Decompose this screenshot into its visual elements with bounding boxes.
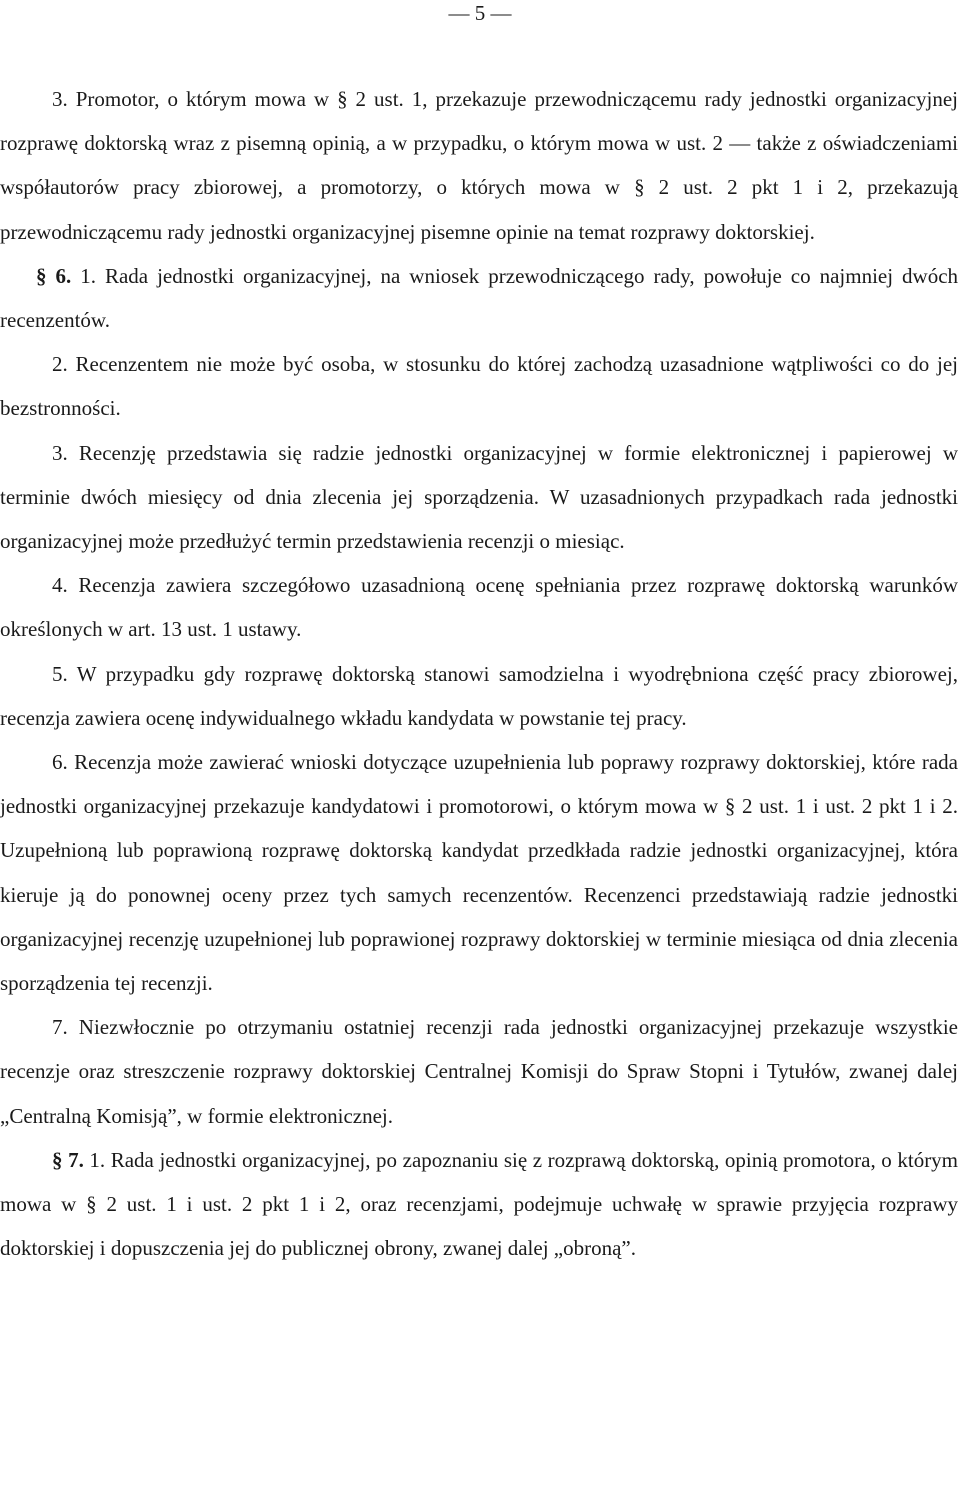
paragraph-number: 5. xyxy=(52,661,68,686)
paragraph-6-2 xyxy=(0,342,958,430)
paragraph-6-5 xyxy=(0,652,958,740)
section-7-paragraph-1 xyxy=(0,1138,958,1271)
paragraph-text: Rada jednostki organizacyjnej, po zapoznaniu się z rozprawą doktorską, opinią promotora, o którym mowa w § 2 ust. 1 i ust. 2 pkt 1 i 2, oraz recenzjami, podejmuje uchwałę w sprawie przyjęcia rozprawy doktorskiej i dopuszczenia jej do publicznej obrony, zwanej dalej „obroną”. xyxy=(0,1147,959,1261)
paragraph-number: 1. xyxy=(89,1147,106,1172)
paragraph-text: Recenzję przedstawia się radzie jednostki organizacyjnej w formie elektronicznej i papierowej w terminie dwóch miesięcy od dnia zlecenia jej sporządzenia. W uzasadnionych przypadkach rada jednostki organizacyjnej może przedłużyć termin przedstawienia recenzji o miesiąc. xyxy=(0,440,958,554)
document-body xyxy=(0,77,958,1270)
paragraph-text: W przypadku gdy rozprawę doktorską stanowi samodzielna i wyodrębniona część pracy zbiorowej, recenzja zawiera ocenę indywidualnego wkładu kandydata w powstanie tej pracy. xyxy=(0,661,958,730)
paragraph-text: Recenzja zawiera szczegółowo uzasadnioną ocenę spełniania przez rozprawę doktorską warunków określonych w art. 13 ust. 1 ustawy. xyxy=(0,573,959,642)
paragraph-number: 2. xyxy=(52,352,68,377)
paragraph-number: 3. xyxy=(52,440,68,465)
paragraph-text: Recenzentem nie może być osoba, w stosunku do której zachodzą uzasadnione wątpliwości co do jej bezstronności. xyxy=(0,352,959,421)
section-label: § 7. xyxy=(52,1147,84,1172)
paragraph-number: 4. xyxy=(52,573,68,598)
paragraph-text: Niezwłocznie po otrzymaniu ostatniej recenzji rada jednostki organizacyjnej przekazuje wszystkie recenzje oraz streszczenie rozprawy doktorskiej Centralnej Komisji do Spraw Stopni i Tytułów, zwanej dalej „Centralną Komisją”, w formie elektronicznej. xyxy=(0,1015,958,1128)
paragraph-text: Promotor, o którym mowa w § 2 ust. 1, przekazuje przewodniczącemu rady jednostki organizacyjnej rozprawę doktorską wraz z pisemną opinią, a w przypadku, o którym mowa w ust. 2 — także z oświadczeniami współautorów pracy zbiorowej, a promotorzy, o których mowa w § 2 ust. 2 pkt 1 i 2, przekazują przewodniczącemu rady jednostki organizacyjnej pisemne opinie na temat rozprawy doktorskiej. xyxy=(0,87,959,244)
paragraph-6-4 xyxy=(0,563,958,651)
paragraph-number: 7. xyxy=(52,1015,68,1040)
paragraph-6-3 xyxy=(0,431,958,564)
paragraph-6-7 xyxy=(0,1005,958,1138)
section-6-paragraph-1 xyxy=(0,254,958,342)
paragraph-5-3 xyxy=(0,77,958,254)
paragraph-number: 6. xyxy=(52,750,68,775)
paragraph-text: Recenzja może zawierać wnioski dotyczące uzupełnienia lub poprawy rozprawy doktorskiej, które rada jednostki organizacyjnej przekazuje kandydatowi i promotorowi, o którym mowa w § 2 ust. 1 i ust. 2 pkt 1 i 2. Uzupełnioną lub poprawioną rozprawę doktorską kandydat przedkłada radzie jednostki organizacyjnej, która kieruje ją do ponownej oceny przez tych samych recenzentów. Recenzenci przedstawiają radzie jednostki organizacyjnej recenzję uzupełnionej lub poprawionej rozprawy doktorskiej w terminie miesiąca od dnia zlecenia sporządzenia tej recenzji. xyxy=(0,750,958,996)
paragraph-number: 3. xyxy=(52,87,68,111)
section-label: § 6. xyxy=(36,263,72,288)
paragraph-6-6 xyxy=(0,740,958,1005)
page-number: — 5 — xyxy=(448,1,512,25)
paragraph-number: 1. xyxy=(80,263,96,288)
paragraph-text: Rada jednostki organizacyjnej, na wniosek przewodniczącego rady, powołuje co najmniej dwóch recenzentów. xyxy=(0,263,959,333)
